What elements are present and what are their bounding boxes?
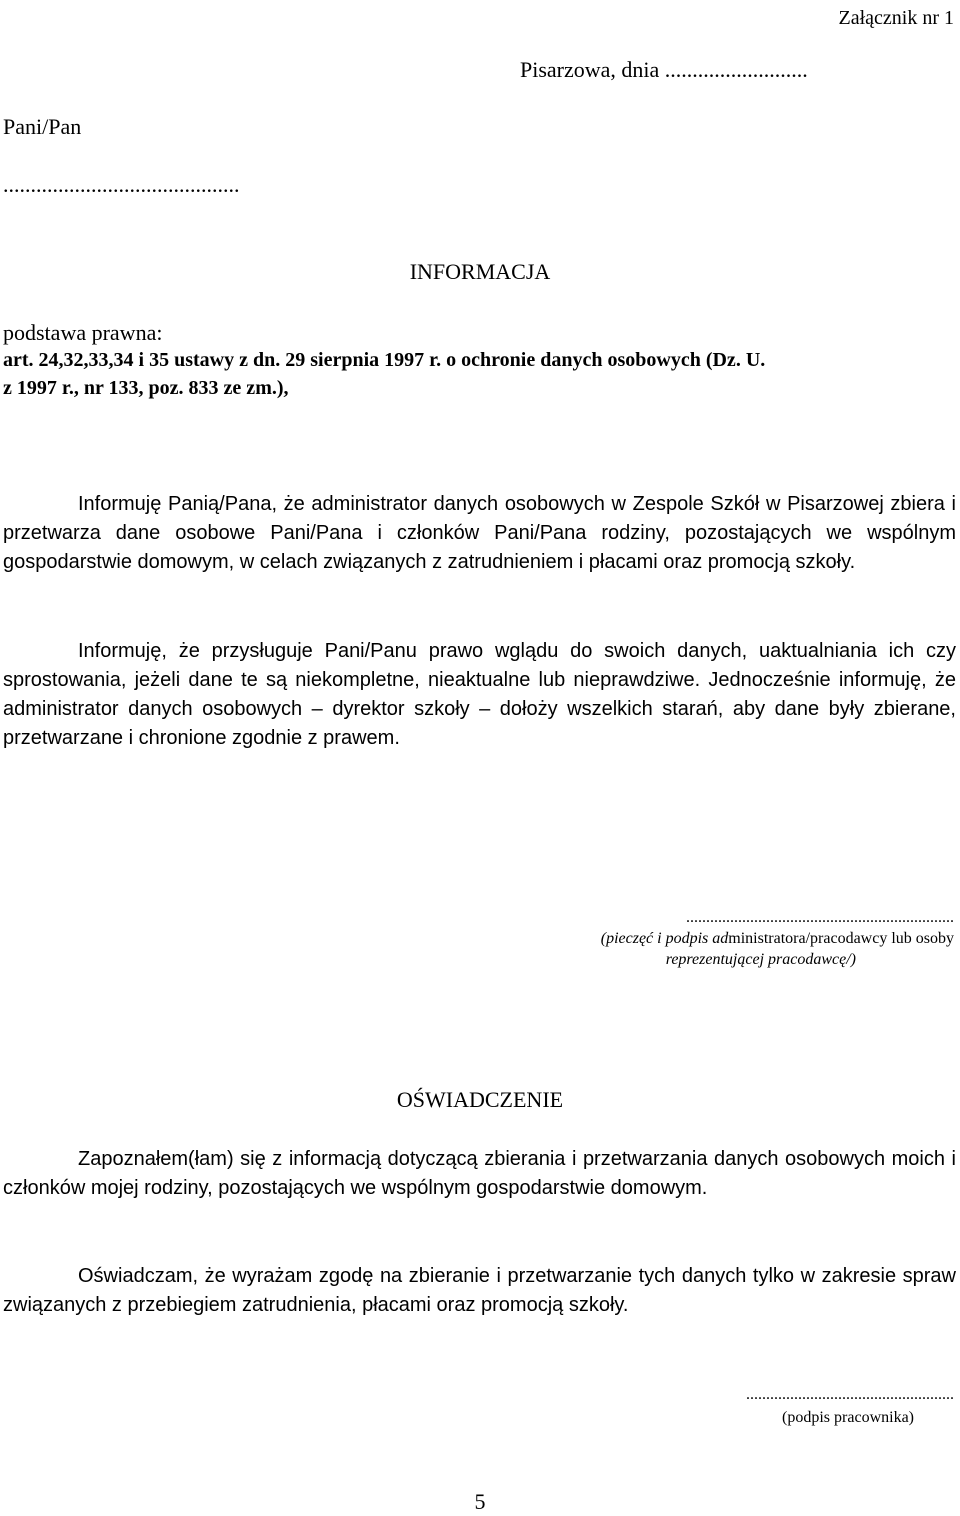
employer-signature-line: ................................................................... bbox=[686, 909, 954, 926]
declaration-title: OŚWIADCZENIE bbox=[396, 1087, 564, 1112]
recipient-name-line: ........................................... bbox=[3, 172, 240, 197]
employer-caption-regular: ministratora/pracodawcy lub osoby bbox=[728, 930, 954, 947]
recipient-salutation: Pani/Pan bbox=[3, 114, 82, 139]
employee-signature-line: .................................................... bbox=[746, 1386, 954, 1403]
legal-basis-label: podstawa prawna: bbox=[3, 320, 163, 345]
page-number: 5 bbox=[474, 1489, 486, 1514]
employee-signature-caption: (podpis pracownika) bbox=[782, 1409, 914, 1426]
place-date-line: Pisarzowa, dnia .......................... bbox=[520, 57, 808, 82]
declaration-paragraph-2: Oświadczam, że wyrażam zgodę na zbieranie i przetwarzanie tych danych tylko w zakresie spraw związanych z przebiegiem zatrudnienia, płacami oraz promocją szkoły. bbox=[3, 1265, 956, 1316]
info-paragraph-2: Informuję, że przysługuje Pani/Panu prawo wglądu do swoich danych, uaktualniania ich czy sprostowania, jeżeli dane te są niekompletne, nieaktualne lub nieprawdziwe. Jednocześnie informuję, że administrator danych osobowych – dyrektor szkoły – dołoży wszelkich starań, aby dane były zbierane, przetwarzane i chronione zgodnie z prawem. bbox=[3, 640, 956, 749]
info-title: INFORMACJA bbox=[409, 259, 551, 284]
legal-basis-line-2: z 1997 r., nr 133, poz. 833 ze zm.), bbox=[3, 377, 289, 399]
info-paragraph-1: Informuję Panią/Pana, że administrator danych osobowych w Zespole Szkół w Pisarzowej zbiera i przetwarza dane osobowe Pani/Pana i członków Pani/Pana rodziny, pozostających we wspólnym gospodarstwie domowym, w celach związanych z zatrudnieniem i płacami oraz promocją szkoły. bbox=[3, 493, 956, 573]
declaration-paragraph-1: Zapoznałem(łam) się z informacją dotyczącą zbierania i przetwarzania danych osobowych moich i członków mojej rodziny, pozostających we wspólnym gospodarstwie domowym. bbox=[3, 1148, 956, 1199]
employer-caption-italic: (pieczęć i podpis ad bbox=[600, 930, 729, 947]
employer-signature-caption-line-2: reprezentującej pracodawcę/) bbox=[665, 951, 856, 968]
legal-basis-line-1: art. 24,32,33,34 i 35 ustawy z dn. 29 sierpnia 1997 r. o ochronie danych osobowych (Dz. U. bbox=[3, 349, 766, 371]
attachment-label: Załącznik nr 1 bbox=[838, 7, 954, 29]
